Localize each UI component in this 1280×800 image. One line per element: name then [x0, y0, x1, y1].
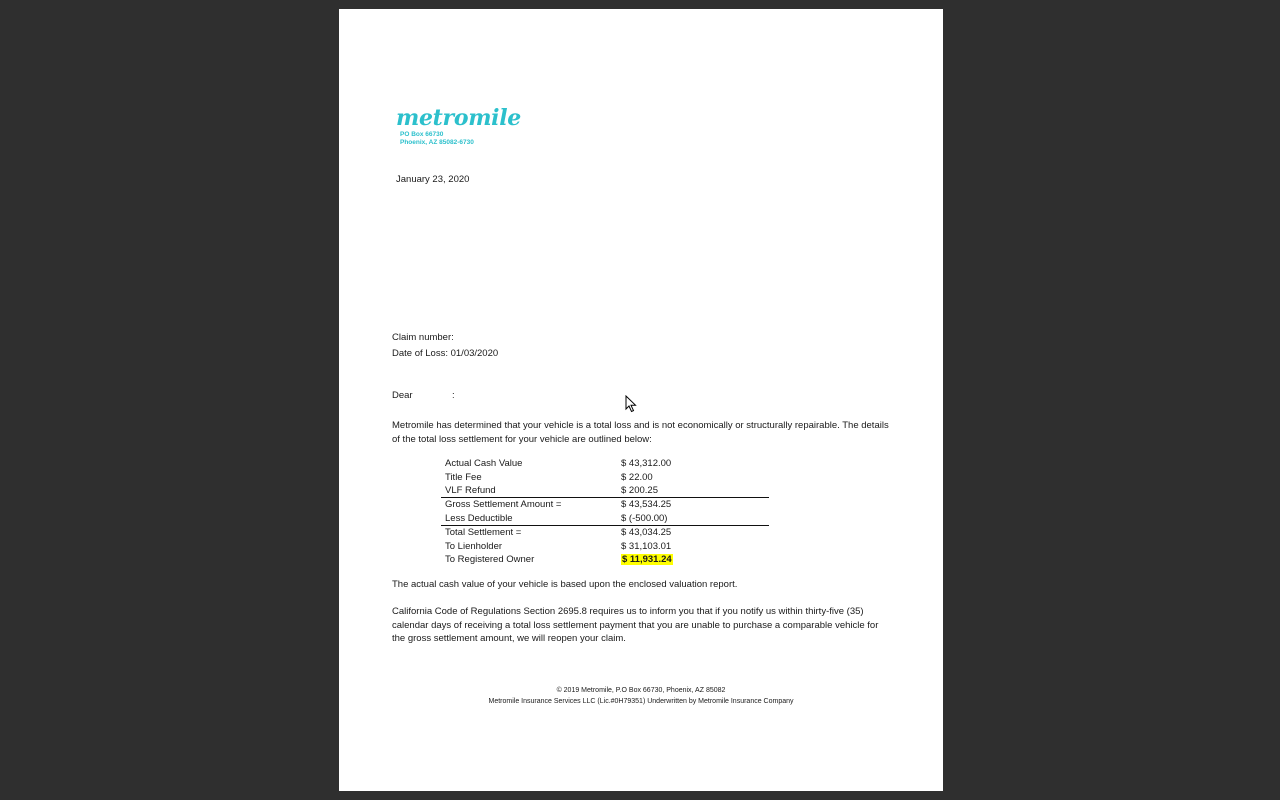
logo-address-line1: PO Box 66730 [400, 131, 444, 138]
salutation-word: Dear [392, 390, 413, 401]
settlement-label: Gross Settlement Amount = [445, 499, 562, 511]
settlement-value: $ 43,534.25 [621, 499, 672, 511]
salutation-colon: : [452, 390, 455, 401]
settlement-label: Less Deductible [441, 512, 621, 526]
settlement-value: $ (-500.00) [621, 512, 769, 526]
metromile-logo [396, 105, 521, 147]
settlement-row [441, 512, 769, 526]
settlement-value: $ 31,103.01 [621, 540, 672, 552]
logo-address-line2: Phoenix, AZ 85082-6730 [400, 139, 474, 146]
settlement-table [441, 457, 769, 566]
settlement-row [441, 484, 769, 498]
date-of-loss: Date of Loss: 01/03/2020 [392, 348, 499, 359]
settlement-value: $ 43,312.00 [621, 458, 672, 470]
letter-date: January 23, 2020 [396, 174, 470, 185]
settlement-value: $ 43,034.25 [621, 527, 672, 539]
mouse-cursor-icon [625, 395, 637, 413]
settlement-row [441, 498, 769, 512]
settlement-value: $ 22.00 [621, 471, 653, 483]
owner-amount-highlight: $ 11,931.24 [622, 553, 672, 565]
settlement-value: $ 200.25 [621, 484, 769, 498]
intro-paragraph: Metromile has determined that your vehicle is a total loss and is not economically or structurally repairable. The details of the total loss settlement for your vehicle are outlined below: [392, 420, 889, 445]
document-page [339, 9, 943, 791]
logo-wordmark: metromile [396, 105, 521, 131]
claim-number-label: Claim number: [392, 332, 454, 343]
settlement-row [441, 539, 769, 552]
settlement-label: To Registered Owner [445, 553, 535, 565]
settlement-row [441, 470, 769, 483]
acv-paragraph: The actual cash value of your vehicle is based upon the enclosed valuation report. [392, 579, 738, 590]
settlement-value-cell [621, 553, 769, 566]
footer-underwriter: Metromile Insurance Services LLC (Lic.#0H79351) Underwritten by Metromile Insurance Company [488, 698, 794, 705]
settlement-row [441, 553, 769, 566]
settlement-label: Title Fee [445, 471, 482, 483]
settlement-row [441, 525, 769, 539]
settlement-row [441, 457, 769, 470]
settlement-label: Actual Cash Value [445, 458, 523, 470]
settlement-label: Total Settlement = [445, 527, 522, 539]
settlement-label: VLF Refund [441, 484, 621, 498]
settlement-label: To Lienholder [445, 540, 503, 552]
footer-copyright: © 2019 Metromile, P.O Box 66730, Phoenix, AZ 85082 [556, 687, 726, 694]
regulation-paragraph: California Code of Regulations Section 2695.8 requires us to inform you that if you notify us within thirty-five (35) calendar days of receiving a total loss settlement payment that you are unable to purchase a comparable vehicle for the gross settlement amount, we will reopen your claim. [392, 606, 879, 644]
